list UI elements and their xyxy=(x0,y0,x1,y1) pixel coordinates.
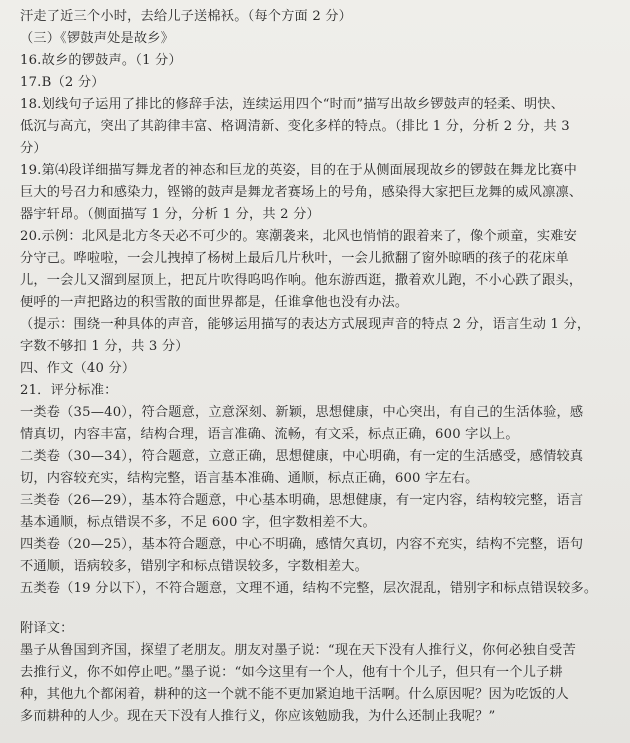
spacer xyxy=(20,600,616,618)
hint-text: （提示：围绕一种具体的声音，能够运用描写的表达方式展现声音的特点 2 分，语言生动 1 分， xyxy=(20,317,591,332)
text-line: 儿，一会儿又溜到屋顶上，把瓦片吹得呜呜作响。他东游西逛，撒着欢儿跑，不小心跌了跟头， xyxy=(20,273,583,288)
section-heading: 四、作文（40 分） xyxy=(20,361,136,376)
answer-16: 16.故乡的锣鼓声。（1 分） xyxy=(20,53,182,68)
answer-19: 19.第⑷段详细描写舞龙者的神态和巨龙的英姿，目的在于从侧面展现故乡的锣鼓在舞龙比赛中 xyxy=(20,163,578,178)
answer-20: 20.示例：北风是北方冬天必不可少的。寒潮袭来，北风也悄悄的跟着来了，像个顽童，实难安 xyxy=(20,229,578,244)
text-line: 字数不够扣 1 分，共 3 分） xyxy=(20,339,189,354)
section-heading: （三）《锣鼓声处是故乡》 xyxy=(20,31,175,46)
text-line: 便呼的一声把路边的积雪散的面世界都是，任谁拿他也没有办法。 xyxy=(20,295,409,310)
grade-level-1: 一类卷（35—40），符合题意，立意深刻、新颖，思想健康，中心突出，有自己的生活体验，感 xyxy=(20,405,584,420)
translation-text: 墨子从鲁国到齐国，探望了老朋友。朋友对墨子说：“现在天下没有人推行义，你何必独自受苦 xyxy=(20,643,576,658)
answer-21: 21．评分标准： xyxy=(20,383,118,398)
answer-17: 17.B（2 分） xyxy=(20,75,105,90)
grade-level-5: 五类卷（19 分以下），不符合题意，文理不通，结构不完整，层次混乱，错别字和标点错误较多。 xyxy=(20,581,598,596)
text-line: 分） xyxy=(20,141,47,156)
text-line: 去推行义，你不如停止吧。”墨子说：“如今这里有一个人，他有十个儿子，但只有一个儿子耕 xyxy=(20,665,563,680)
text-line: 多而耕种的人少。现在天下没有人推行义，你应该勉励我，为什么还制止我呢？” xyxy=(20,709,496,724)
text-line: 巨大的号召力和感染力，铿锵的鼓声是舞龙者赛场上的号角，感染得大家把巨龙舞的威风凛凛、 xyxy=(20,185,583,200)
text-line: 情真切，内容丰富，结构合理，语言准确、流畅，有文采，标点正确，600 字以上。 xyxy=(20,427,519,442)
answer-18: 18.划线句子运用了排比的修辞手法，连续运用四个“时而”描写出故乡锣鼓声的轻柔、明快、 xyxy=(20,97,565,112)
translation-heading: 附译文： xyxy=(20,621,74,636)
text-line: 不通顺，语病较多，错别字和标点错误较多，字数相差大。 xyxy=(20,559,369,574)
text-line: 切，内容较充实，结构完整，语言基本准确、通顺，标点正确，600 字左右。 xyxy=(20,471,479,486)
text-line: 汗走了近三个小时，去给儿子送棉袄。（每个方面 2 分） xyxy=(20,9,353,24)
text-line: 基本通顺，标点错误不多，不足 600 字，但字数相差不大。 xyxy=(20,515,376,530)
text-line: 低沉与高亢，突出了其韵律丰富、格调清新、变化多样的特点。（排比 1 分，分析 2 分，共 3 xyxy=(20,119,570,134)
text-line: 分守己。哗啦啦，一会儿拽掉了杨树上最后几片秋叶，一会儿掀翻了窗外晾晒的孩子的花床单 xyxy=(20,251,569,266)
grade-level-2: 二类卷（30—34），符合题意，立意正确，思想健康，中心明确，有一定的生活感受，感情较真 xyxy=(20,449,584,464)
grade-level-3: 三类卷（26—29），基本符合题意，中心基本明确，思想健康，有一定内容，结构较完整，语言 xyxy=(20,493,584,508)
grade-level-4: 四类卷（20—25），基本符合题意，中心不明确，感情欠真切，内容不充实，结构不完整，语句 xyxy=(20,537,584,552)
text-line: 种，其他九个都闲着，耕种的这一个就不能不更加紧迫地干活啊。什么原因呢？因为吃饭的人 xyxy=(20,687,569,702)
text-line: 器宇轩昂。（侧面描写 1 分，分析 1 分，共 2 分） xyxy=(20,207,320,222)
